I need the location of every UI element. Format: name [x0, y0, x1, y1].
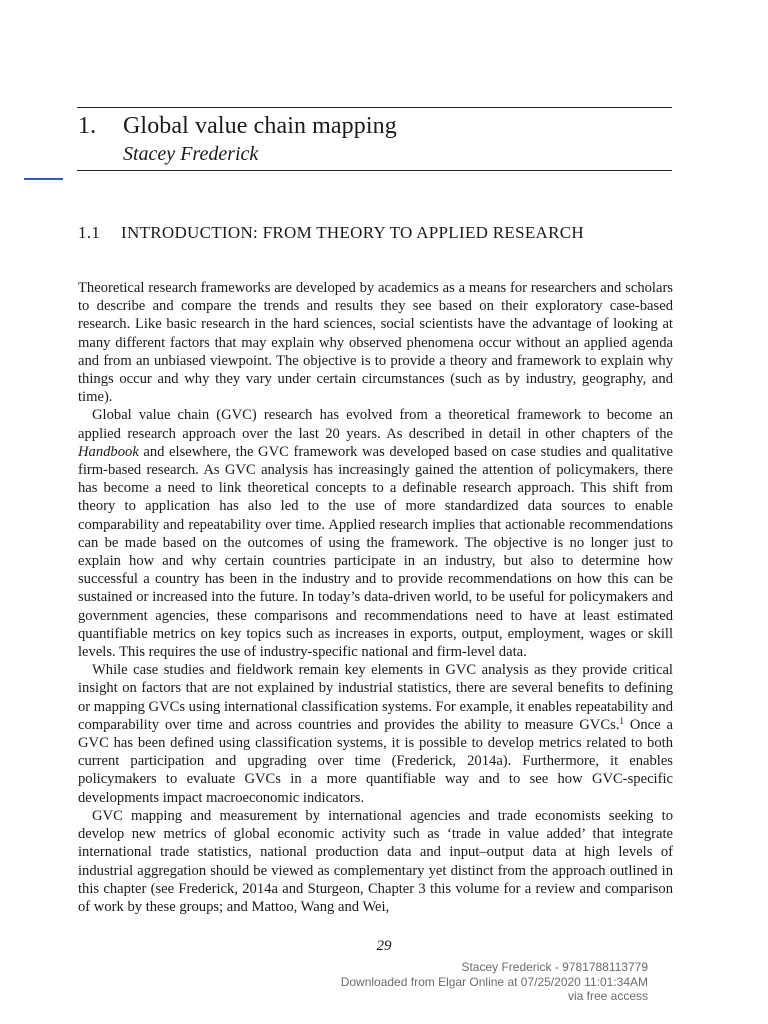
paragraph-1: Theoretical research frameworks are developed by academics as a means for researchers and scholars to describe and compare the trends and results they see based on their exploratory case-based research. Like basic research in the hard sciences, social scientists have the advantage of looking at many different factors that may explain why observed phenomena occur without an applied agenda and from an unbiased viewpoint. The objective is to provide a theory and framework to explain why things occur and why they vary under certain circumstances (such as by industry, geography, and time). — [78, 280, 673, 406]
page-number: 29 — [376, 938, 392, 954]
margin-marker — [24, 178, 63, 180]
handbook-italic: Handbook — [78, 443, 139, 460]
paragraph-3-part-2: Once a GVC has been defined using classification systems, it is possible to develop metrics related to both current participation and upgrading over time (Frederick, 2014a). Furthermore, it enables policymakers to evaluate GVCs in a more quantifiable way and to see how GVC-specific developments impact macroeconomic indicators. — [78, 716, 673, 806]
chapter-bottom-rule — [77, 170, 672, 171]
paragraph-3 — [78, 661, 673, 807]
chapter-top-rule — [77, 107, 672, 108]
watermark-line-2: Downloaded from Elgar Online at 07/25/2020 11:01:34AM — [340, 974, 648, 989]
paragraph-2-part-1: Global value chain (GVC) research has evolved from a theoretical framework to become an applied research approach over the last 20 years. As described in detail in other chapters of the — [78, 407, 673, 442]
download-watermark — [341, 960, 648, 1004]
paragraph-2-part-2: and elsewhere, the GVC framework was developed based on case studies and qualitative firm-based research. As GVC analysis has increasingly gained the attention of policymakers, there has become a need to link theoretical concepts to a definable research approach. This shift from theory to application has also led to the use of more standardized data sources to enable comparability and repeatability over time. Applied research implies that actionable recommendations can be made based on the outcomes of using the framework. The objective is no longer just to explain how and why certain countries participate in an industry, but also to determine how successful a country has been in the industry and to provide recommendations on how this can be sustained or increased into the future. In today’s data-driven world, to be useful for policymakers and government agencies, these comparisons and recommendations need to have at least estimated quantifiable metrics on key topics such as increases in exports, output, employment, wages or skill levels. This requires the use of industry-specific national and firm-level data. — [78, 443, 673, 661]
chapter-title-text: Global value chain mapping — [123, 113, 397, 139]
section-number: 1.1 — [78, 223, 101, 242]
footnote-marker[interactable]: 1 — [619, 715, 624, 726]
chapter-author: Stacey Frederick — [123, 143, 259, 165]
watermark-line-1: Stacey Frederick - 9781788113779 — [461, 960, 648, 974]
chapter-title — [78, 112, 397, 140]
section-heading — [78, 223, 638, 242]
paragraph-4: GVC mapping and measurement by international agencies and trade economists seeking to develop new metrics of global economic activity such as ‘trade in value added’ that integrate international trade statistics, national production data and input–output data at high levels of industrial aggregation should be viewed as complementary yet distinct from the approach outlined in this chapter (see Frederick, 2014a and Sturgeon, Chapter 3 this volume for a review and comparison of work by these groups; and Mattoo, Wang and Wei, — [78, 807, 673, 915]
watermark-line-3: via free access — [567, 989, 648, 1003]
body-text — [78, 279, 673, 916]
paragraph-3-part-1: While case studies and fieldwork remain key elements in GVC analysis as they provide critical insight on factors that are not explained by industrial statistics, there are several benefits to defining or mapping GVCs using international classification systems. For example, it enables repeatability and comparability over time and across countries and provides the ability to measure GVCs. — [78, 662, 673, 733]
paragraph-2 — [78, 406, 673, 661]
section-title: INTRODUCTION: FROM THEORY TO APPLIED RESEARCH — [121, 223, 584, 242]
chapter-number: 1. — [78, 113, 97, 139]
